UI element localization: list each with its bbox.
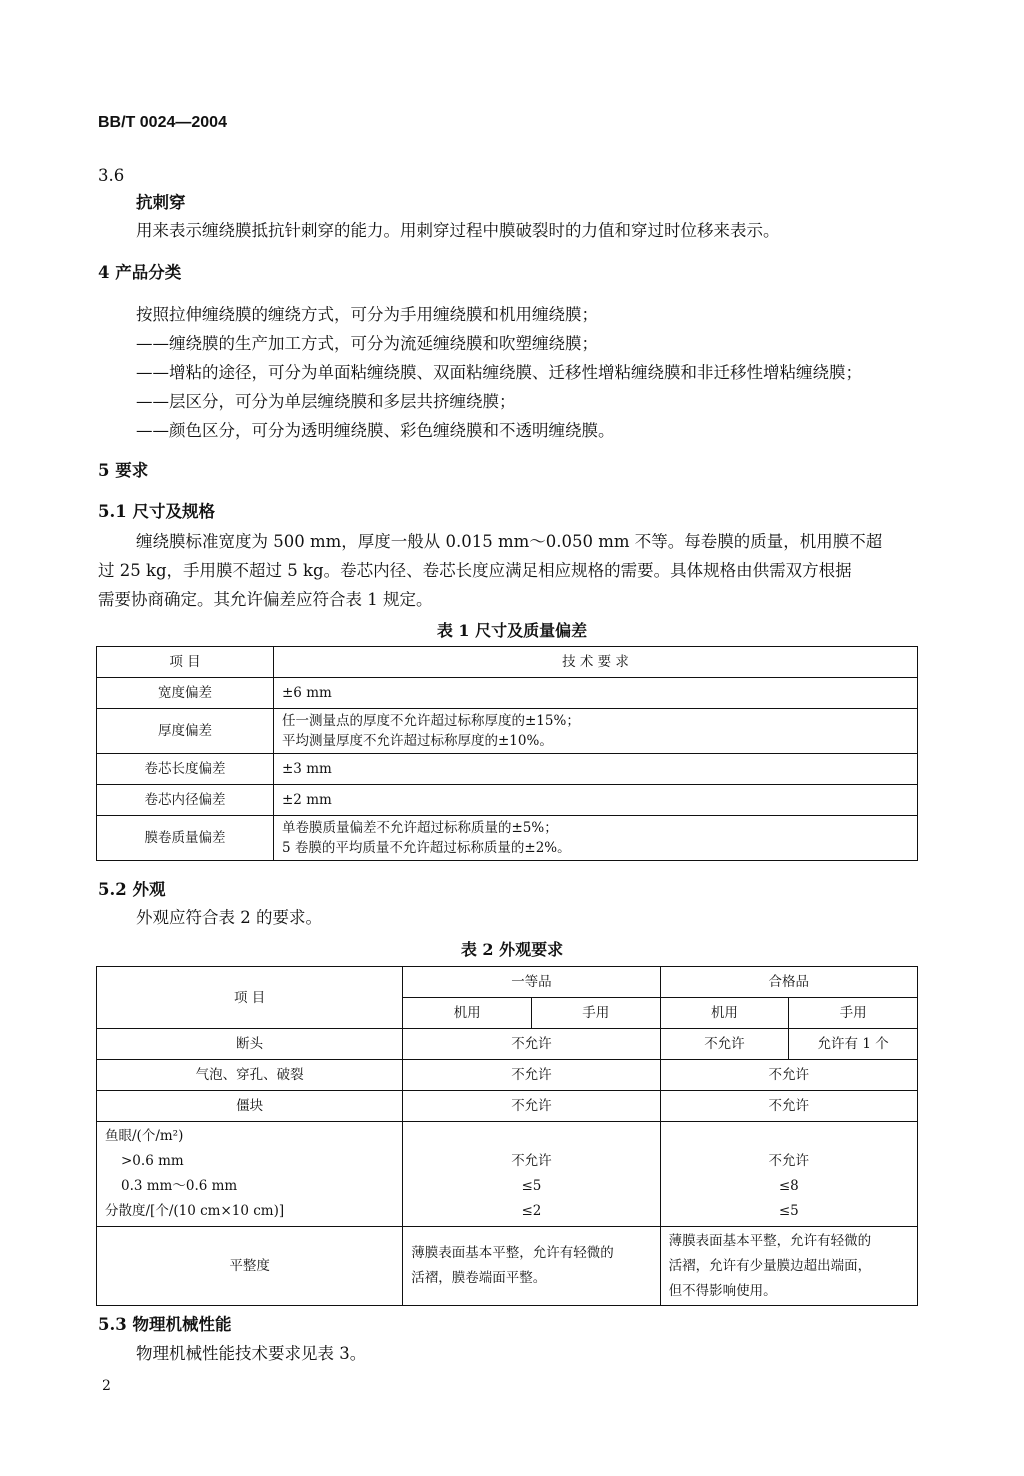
section-3-6-number: 3.6 [98,166,125,185]
table-1-caption: 表 1 尺寸及质量偏差 [436,621,588,640]
table-2-fisheye-item: 分散度/[个/(10 cm×10 cm)] [105,1203,285,1219]
table-2-value: ≤2 [521,1203,542,1219]
section-4-line: ——缠绕膜的生产加工方式，可分为流延缠绕膜和吹塑缠绕膜； [136,334,598,353]
table-2-value: 不允许 [660,1029,789,1060]
section-5-3-text: 物理机械性能技术要求见表 3。 [136,1344,367,1363]
table-2-value: 不允许 [403,1029,660,1060]
table-2-fisheye-grade1 [403,1122,660,1227]
table-2-fisheye-grade2 [660,1122,917,1227]
table-row [97,709,918,754]
table-2-value: 活褶，允许有少量膜边超出端面， [668,1257,872,1274]
table-2-item: 断头 [97,1029,403,1060]
page-number: 2 [102,1378,111,1394]
table-row [97,1029,918,1060]
doc-code: BB/T 0024—2004 [98,114,227,131]
table-row [97,967,918,998]
table-1-item: 膜卷质量偏差 [97,816,274,861]
table-2-item: 僵块 [97,1091,403,1122]
table-2-value: 活褶，膜卷端面平整。 [411,1270,547,1286]
section-5-heading: 5 要求 [98,461,149,480]
table-2-value: ≤5 [521,1178,542,1194]
table-1-req: ±2 mm [274,785,918,816]
table-2-value: 薄膜表面基本平整，允许有轻微的 [668,1232,872,1249]
table-2-flatness-grade1 [403,1227,660,1306]
section-4-line: 按照拉伸缠绕膜的缠绕方式，可分为手用缠绕膜和机用缠绕膜； [136,305,598,324]
table-2-header-item: 项 目 [97,967,403,1029]
section-5-1-line: 过 25 kg，手用膜不超过 5 kg。卷芯内径、卷芯长度应满足相应规格的需要。具体规格由供需双方根据 [98,561,852,580]
table-2-header-hand: 手用 [531,998,660,1029]
table-row [97,1060,918,1091]
table-1-item: 卷芯长度偏差 [97,754,274,785]
table-2-value: 薄膜表面基本平整，允许有轻微的 [411,1245,614,1261]
table-2-header-grade2: 合格品 [660,967,917,998]
table-row [97,1227,918,1306]
table-1-item: 宽度偏差 [97,678,274,709]
table-2-header-machine: 机用 [660,998,789,1029]
table-2-value: 不允许 [768,1153,810,1169]
table-row [97,754,918,785]
table-2-fisheye-item: >0.6 mm [121,1153,184,1169]
table-1-req [274,816,918,861]
table-2-value [411,1124,651,1149]
table-row [97,785,918,816]
table-2-value: ≤5 [778,1203,799,1219]
table-2-value: ≤8 [778,1178,799,1194]
table-2-caption: 表 2 外观要求 [460,940,564,959]
table-2-value: 不允许 [660,1091,917,1122]
table-1-item: 卷芯内径偏差 [97,785,274,816]
table-2-header-grade1: 一等品 [403,967,660,998]
section-3-6-term: 抗刺穿 [136,193,186,212]
table-1 [96,646,918,861]
table-2-value: 不允许 [660,1060,917,1091]
table-1-header-item: 项 目 [97,647,274,678]
table-2 [96,966,918,1306]
section-5-2-heading: 5.2 外观 [98,880,166,899]
section-5-1-line: 需要协商确定。其允许偏差应符合表 1 规定。 [98,590,433,609]
section-5-1-heading: 5.1 尺寸及规格 [98,502,215,521]
table-1-req-line: 平均测量厚度不允许超过标称厚度的±10%。 [282,733,553,749]
section-4-line: ——层区分，可分为单层缠绕膜和多层共挤缠绕膜； [136,392,516,411]
table-2-item: 气泡、穿孔、破裂 [97,1060,403,1091]
table-2-value: 但不得影响使用。 [668,1282,777,1299]
table-1-req-line: 5 卷膜的平均质量不允许超过标称质量的±2%。 [282,840,571,856]
table-2-value [669,1124,909,1149]
table-row [97,647,918,678]
table-1-req [274,709,918,754]
section-5-1-line: 缠绕膜标准宽度为 500 mm，厚度一般从 0.015 mm～0.050 mm 不等。每卷膜的质量，机用膜不超 [136,532,883,551]
section-5-3-heading: 5.3 物理机械性能 [98,1315,232,1334]
table-2-flatness-grade2 [660,1227,917,1306]
table-1-req: ±6 mm [274,678,918,709]
table-2-fisheye-item: 0.3 mm～0.6 mm [121,1178,238,1194]
table-2-fisheye-items [97,1122,403,1227]
section-3-6-definition: 用来表示缠绕膜抵抗针刺穿的能力。用刺穿过程中膜破裂时的力值和穿过时位移来表示。 [136,221,780,240]
section-5-2-text: 外观应符合表 2 的要求。 [136,908,322,927]
table-2-item: 平整度 [97,1227,403,1306]
table-2-value: 不允许 [511,1153,552,1169]
table-1-req-line: 单卷膜质量偏差不允许超过标称质量的±5%； [282,820,558,836]
section-4-line: ——颜色区分，可分为透明缠绕膜、彩色缠绕膜和不透明缠绕膜。 [136,421,615,440]
table-1-req-line: 任一测量点的厚度不允许超过标称厚度的±15%； [282,713,580,729]
table-row [97,816,918,861]
table-row [97,1122,918,1227]
table-2-fisheye-item: 鱼眼/(个/m²) [105,1128,184,1144]
section-4-heading: 4 产品分类 [98,263,182,282]
table-1-header-req: 技 术 要 求 [274,647,918,678]
table-2-value: 不允许 [403,1060,660,1091]
table-row [97,1091,918,1122]
table-2-value: 允许有 1 个 [789,1029,918,1060]
table-2-header-machine: 机用 [403,998,532,1029]
table-1-req: ±3 mm [274,754,918,785]
table-row [97,678,918,709]
table-1-item: 厚度偏差 [97,709,274,754]
table-2-value: 不允许 [403,1091,660,1122]
table-2-header-hand: 手用 [789,998,918,1029]
section-4-line: ——增粘的途径，可分为单面粘缠绕膜、双面粘缠绕膜、迁移性增粘缠绕膜和非迁移性增粘缠绕膜； [136,363,862,382]
